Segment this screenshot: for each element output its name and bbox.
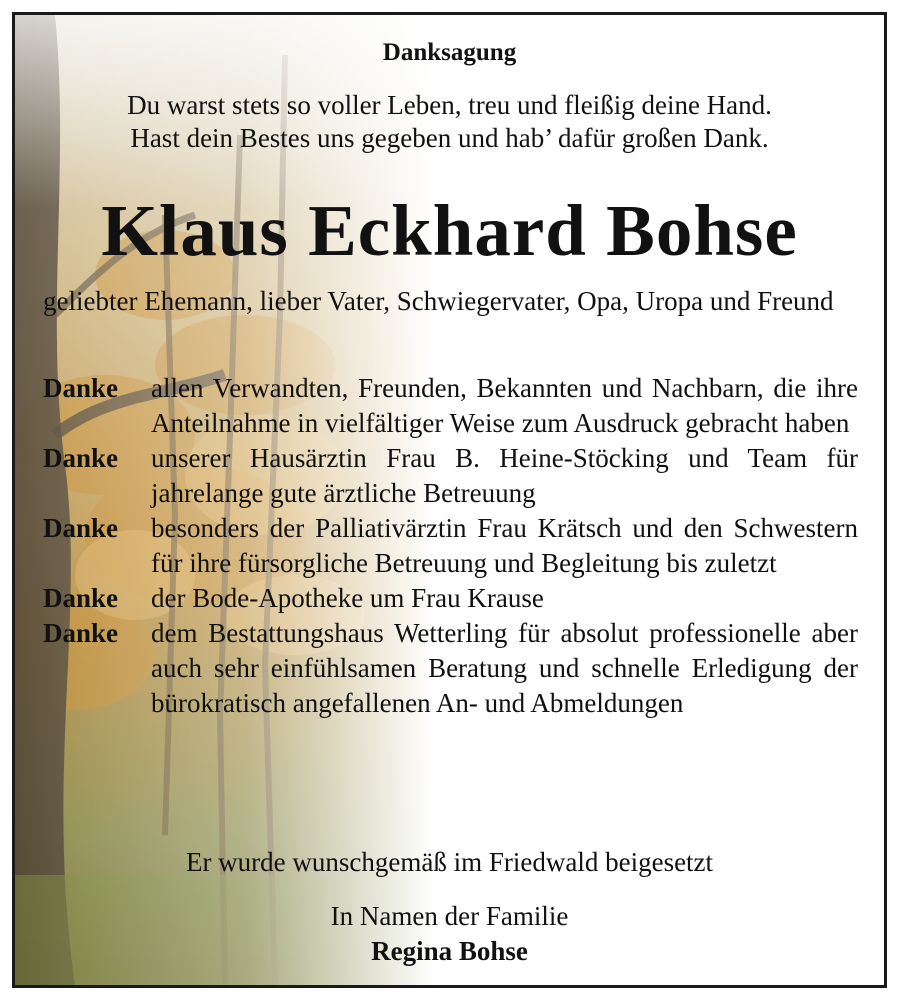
thanks-item — [43, 511, 858, 581]
thanks-item — [43, 371, 858, 441]
obituary-notice — [12, 12, 887, 988]
verse-line: Hast dein Bestes uns gegeben und hab’ dafür großen Dank. — [130, 123, 769, 153]
thanks-text: unserer Hausärztin Frau B. Heine-Stöcking und Team für jahrelange gute ärztliche Betreuung — [151, 443, 858, 508]
thanks-label: Danke — [43, 618, 119, 648]
deceased-name: Klaus Eckhard Bohse — [101, 190, 798, 271]
thanks-label: Danke — [43, 443, 119, 473]
thanks-item — [43, 581, 858, 616]
thanks-label: Danke — [43, 583, 119, 613]
thanks-item — [43, 616, 858, 721]
thanks-text: der Bode-Apotheke um Frau Krause — [151, 583, 544, 613]
signature-line: In Namen der Familie — [330, 901, 569, 931]
thanks-text: besonders der Palliativärztin Frau Krätsch und den Schwestern für ihre fürsorgliche Betreuung und Begleitung bis zuletzt — [151, 513, 858, 578]
verse — [15, 89, 884, 155]
signature-name: Regina Bohse — [371, 936, 528, 966]
intro-text: geliebter Ehemann, lieber Vater, Schwiegervater, Opa, Uropa und Freund — [43, 286, 834, 316]
heading: Danksagung — [382, 39, 517, 66]
thanks-list — [43, 371, 858, 721]
notice-text — [15, 15, 884, 985]
thanks-text: allen Verwandten, Freunden, Bekannten und Nachbarn, die ihre Anteilnahme in vielfältiger Weise zum Ausdruck gebracht haben — [151, 373, 858, 438]
verse-line: Du warst stets so voller Leben, treu und fleißig deine Hand. — [127, 90, 772, 120]
thanks-label: Danke — [43, 513, 119, 543]
thanks-text: dem Bestattungshaus Wetterling für absolut professionelle aber auch sehr einfühlsamen Beratung und schnelle Erledigung der bürokratisch angefallenen An- und Abmeldungen — [151, 618, 858, 718]
thanks-item — [43, 441, 858, 511]
burial-note: Er wurde wunschgemäß im Friedwald beigesetzt — [185, 847, 714, 877]
thanks-label: Danke — [43, 373, 119, 403]
